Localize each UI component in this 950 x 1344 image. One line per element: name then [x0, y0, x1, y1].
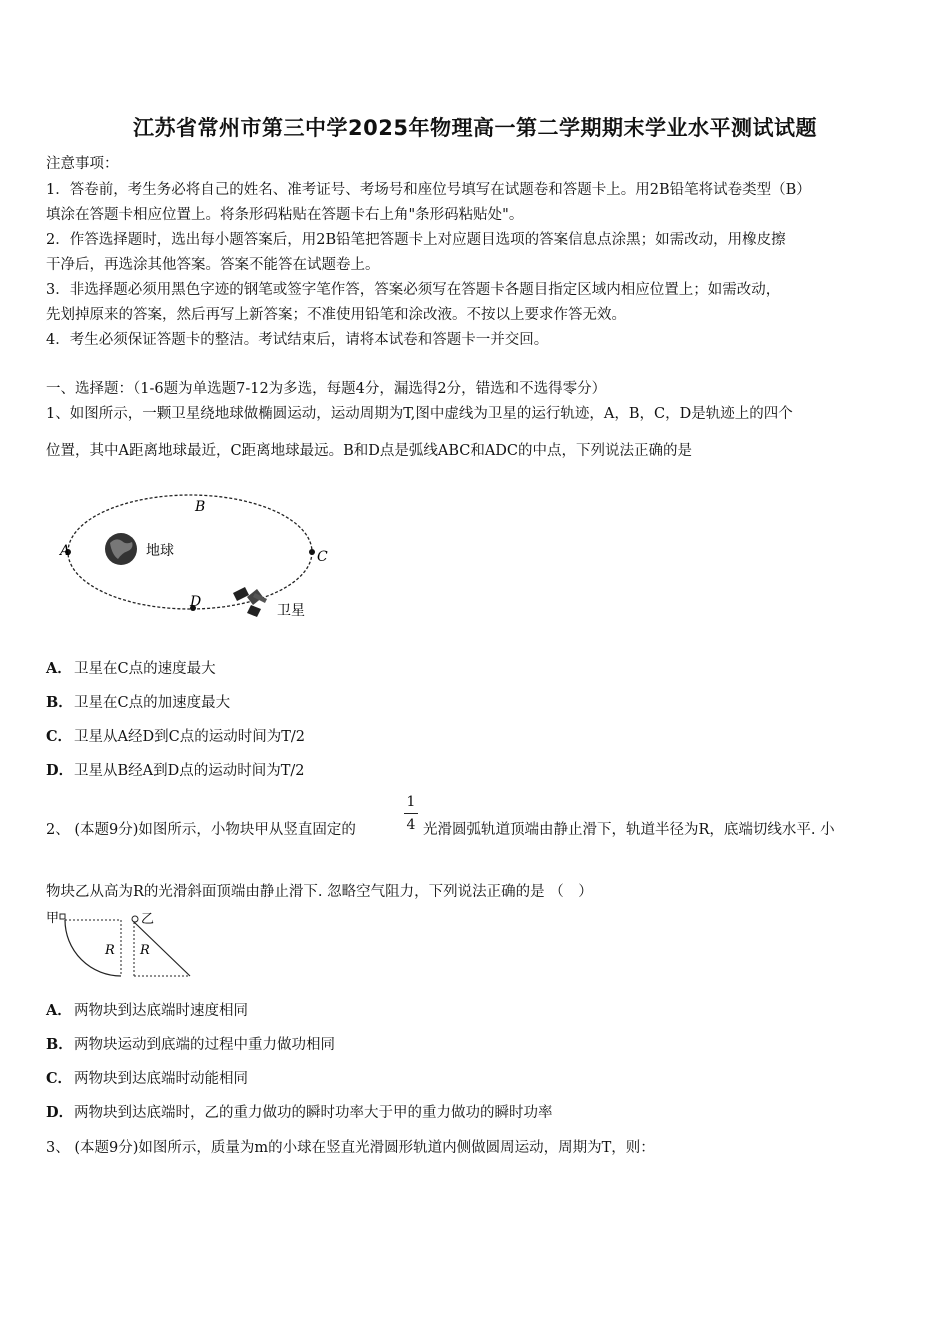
fraction-bar — [404, 813, 418, 814]
page-title: 江苏省常州市第三中学2025年物理高一第二学期期末学业水平测试试题 — [133, 116, 817, 140]
q1-option-a — [46, 657, 216, 678]
notice-line: 干净后，再选涂其他答案。答案不能答在试题卷上。 — [46, 257, 380, 273]
q1-stem-line1: 1、如图所示，一颗卫星绕地球做椭圆运动，运动周期为T,图中虚线为卫星的运行轨迹，A，B，C，D是轨迹上的四个 — [46, 406, 793, 422]
q2-stem-line2: 物块乙从高为R的光滑斜面顶端由静止滑下. 忽略空气阻力，下列说法正确的是 （ ） — [46, 884, 593, 900]
option-text: 两物块到达底端时速度相同 — [74, 1003, 248, 1019]
label-a: A — [60, 543, 71, 559]
fraction-denominator: 4 — [406, 817, 416, 833]
option-letter: A． — [46, 660, 72, 677]
point-c-marker — [309, 549, 315, 555]
orbit-figure — [55, 475, 345, 625]
q2-option-d — [46, 1101, 553, 1122]
satellite-icon — [233, 587, 267, 617]
label-c: C — [317, 549, 328, 565]
q1-option-d — [46, 759, 305, 780]
notice-line: 3．非选择题必须用黑色字迹的钢笔或签字笔作答，答案必须写在答题卡各题目指定区域内相应位置上；如需改动， — [46, 282, 781, 298]
q1-stem-line2: 位置，其中A距离地球最近，C距离地球最远。B和D点是弧线ABC和ADC的中点，下列说法正确的是 — [46, 443, 693, 459]
satellite-label: 卫星 — [277, 603, 305, 619]
q2-stem-part2: 光滑圆弧轨道顶端由静止滑下，轨道半径为R，底端切线水平. 小 — [423, 822, 835, 838]
q2-option-c — [46, 1067, 248, 1088]
earth-icon — [105, 533, 137, 565]
option-letter: C． — [46, 1070, 73, 1087]
option-text: 卫星从B经A到D点的运动时间为T/2 — [74, 763, 305, 779]
notice-line: 填涂在答题卡相应位置上。将条形码粘贴在答题卡右上角"条形码粘贴处"。 — [46, 207, 524, 223]
option-letter: A． — [46, 1002, 72, 1019]
option-letter: D． — [46, 1104, 74, 1121]
option-text: 卫星在C点的速度最大 — [74, 661, 216, 677]
option-text: 卫星从A经D到C点的运动时间为T/2 — [74, 729, 305, 745]
q2-option-b — [46, 1033, 335, 1054]
yi-label: 乙 — [141, 912, 155, 927]
option-text: 卫星在C点的加速度最大 — [74, 695, 231, 711]
label-d: D — [190, 594, 202, 610]
fraction-numerator: 1 — [406, 794, 416, 810]
q2-stem-part1: 2、 (本题9分)如图所示，小物块甲从竖直固定的 — [46, 822, 356, 838]
notice-line: 1．答卷前，考生务必将自己的姓名、准考证号、考场号和座位号填写在试题卷和答题卡上。用2B铅笔将试卷类型（B） — [46, 182, 811, 198]
q1-option-c — [46, 725, 305, 746]
option-letter: D． — [46, 762, 74, 779]
block-jia — [60, 914, 65, 919]
section-heading: 一、选择题：（1-6题为单选题7-12为多选，每题4分，漏选得2分，错选和不选得零分） — [46, 381, 607, 397]
q1-option-b — [46, 691, 230, 712]
option-letter: B． — [46, 1036, 73, 1053]
q2-option-a — [46, 999, 248, 1020]
block-yi — [132, 916, 138, 922]
jia-label: 甲 — [46, 911, 60, 926]
option-letter: C． — [46, 728, 73, 745]
option-letter: B． — [46, 694, 73, 711]
option-text: 两物块到达底端时，乙的重力做功的瞬时功率大于甲的重力做功的瞬时功率 — [74, 1105, 553, 1121]
notice-line: 先划掉原来的答案，然后再写上新答案；不准使用铅笔和涂改液。不按以上要求作答无效。 — [46, 307, 626, 323]
track-figure — [44, 908, 204, 980]
notice-line: 4．考生必须保证答题卡的整洁。考试结束后，请将本试卷和答题卡一并交回。 — [46, 332, 549, 348]
q3-stem-line1: 3、 (本题9分)如图所示，质量为m的小球在竖直光滑圆形轨道内侧做圆周运动，周期为T，则： — [46, 1140, 655, 1156]
option-text: 两物块运动到底端的过程中重力做功相同 — [74, 1037, 335, 1053]
option-text: 两物块到达底端时动能相同 — [74, 1071, 248, 1087]
earth-label: 地球 — [146, 543, 174, 559]
radius-label: R — [105, 943, 115, 958]
orbit-ellipse — [68, 495, 312, 609]
label-b: B — [195, 499, 206, 515]
notice-line: 2．作答选择题时，选出每小题答案后，用2B铅笔把答题卡上对应题目选项的答案信息点涂黑；如需改动，用橡皮擦 — [46, 232, 786, 248]
fraction-quarter — [404, 793, 418, 834]
notice-heading: 注意事项： — [46, 156, 119, 172]
height-label: R — [140, 943, 150, 958]
